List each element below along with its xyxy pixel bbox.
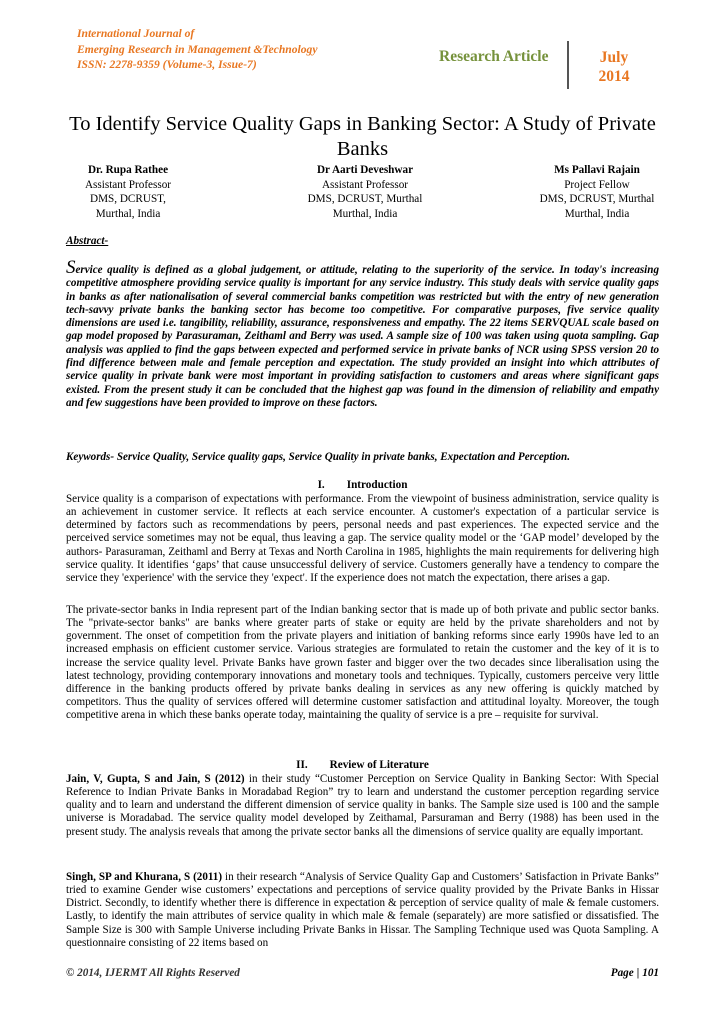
page-separator: | <box>636 967 640 979</box>
review-paragraph <box>66 871 659 950</box>
intro-paragraph: Service quality is a comparison of expectations with performance. From the viewpoint of business administration, service quality is an achievement in customer service. It reflects at each service encounter. A customer's expectation of a particular service is determined by factors such as recommendations by peers, personal needs and past experiences. The expected service and the perceived service sometimes may not be equal, thus leaving a gap. The service quality model or the ‘GAP model’ developed by the authors- Parasuraman, Zeithaml and Berry at Texas and North Carolina in 1985, highlights the main requirements for delivering high service quality. It identifies ‘gaps’ that cause unsuccessful delivery of service. Customers generally have a tendency to compare the service they 'experience' with the service they 'expect'. If the experience does not match the expectation, there arises a gap. <box>66 493 659 584</box>
section-heading-review <box>66 759 659 771</box>
author-location: Murthal, India <box>332 207 398 220</box>
journal-name-line1: International Journal of <box>77 27 195 40</box>
section-number: II. <box>296 759 308 771</box>
review-text: in their study “Customer Perception on Service Quality in Banking Sector: With Special Reference to Indian Private Banks in Moradabad Region” try to learn and understand the customer perception regarding service quality and to learn and understand the different dimension of service quality in banks. The Sample size used is 100 and the sample universe is Moradabad. The service quality model developed by Zeithamal, Parsuraman and Berry (1988) has been used in the present study. The analysis reveals that among the private sector banks all the dimensions of service quality are equally important. <box>66 773 660 838</box>
author-name: Dr. Rupa Rathee <box>87 164 169 176</box>
author-name: Dr Aarti Deveshwar <box>316 164 414 176</box>
header-divider <box>567 41 569 89</box>
article-type: Research Article <box>439 48 549 65</box>
journal-issn: ISSN: 2278-9359 (Volume-3, Issue-7) <box>77 58 257 71</box>
citation-lead: Jain, V, Gupta, S and Jain, S (2012) <box>66 773 245 785</box>
journal-header <box>77 26 397 73</box>
author-affiliation: DMS, DCRUST, Murthal <box>539 193 655 206</box>
author-name: Ms Pallavi Rajain <box>554 164 640 176</box>
section-title: Introduction <box>346 479 408 491</box>
author-position: Assistant Professor <box>321 178 409 191</box>
author-position: Assistant Professor <box>84 178 172 191</box>
keywords: Keywords- Service Quality, Service quality gaps, Service Quality in private banks, Expectation and Perception. <box>66 451 571 463</box>
author-location: Murthal, India <box>95 207 161 220</box>
review-paragraph <box>66 773 659 839</box>
page-number <box>611 967 659 979</box>
intro-paragraph: The private-sector banks in India represent part of the Indian banking sector that is made up of both private and public sector banks. The "private-sector banks" are banks where greater parts of stake or equity are held by the private shareholders and not by government. The onset of competition from the private players and initiation of banking reforms since early 1990s have led to an increased emphasis on efficient customer service. Various strategies are formulated to retain the customer and the key of it is to increase the service quality level. Private Banks have grown faster and bigger over the two decades since liberalisation using the latest technology, providing contemporary innovations and monetary tools and techniques. Typically, customers perceive very little difference in the banking products offered by private banks dealing in services as any new offering is quickly matched by competitors. Thus the quality of services offered will determine customer satisfaction and attitudinal loyalty. Moreover, the tough competitive arena in which these banks operate today, maintaining the quality of service is a pre – requisite for survival. <box>66 604 659 722</box>
issue-year: 2014 <box>598 68 630 85</box>
author-position: Project Fellow <box>564 178 630 191</box>
abstract-body <box>66 257 659 410</box>
copyright: © 2014, IJERMT All Rights Reserved <box>66 967 240 979</box>
section-heading-introduction <box>66 479 659 491</box>
page-label: Page <box>610 967 634 979</box>
abstract-text: ervice quality is defined as a global judgement, or attitude, relating to the superiority of the service. In today's increasing competitive atmosphere providing service quality is important for any service industry. This study deals with service quality gaps in banks as after nationalisation of several commercial banks competition was restricted but with the entry of new generation tech-savvy private banks the banking sector has become too competitive. For comparative purposes, five service quality dimensions are used i.e. tangibility, reliability, assurance, responsiveness and empathy. The 22 items SERVQUAL scale based on gap model proposed by Parasuraman, Zeithaml and Berry was used. A sample size of 100 was taken using quota sampling. Gap analysis was applied to find the gaps between expected and performed service in private banks of NCR using SPSS version 20 to find difference between male and female perception and expectation. The study provided an insight into which attributes of service quality in private bank were most important in providing satisfaction to customers and areas where significant gaps existed. From the present study it can be concluded that the highest gap was found in the dimension of reliability and empathy and few suggestions have been provided to improve on these factors. <box>66 264 659 409</box>
section-number: I. <box>317 479 325 491</box>
author-affiliation: DMS, DCRUST, Murthal <box>307 193 423 206</box>
author-block <box>28 163 228 221</box>
author-location: Murthal, India <box>564 207 630 220</box>
journal-name-line2: Emerging Research in Management &Technology <box>77 42 318 56</box>
review-text: in their research “Analysis of Service Quality Gap and Customers’ Satisfaction in Private Banks” tried to examine Gender wise customers’ expectations and perceptions of service quality provided by the Private Banks in Hissar District. Secondly, to identify whether there is difference in expectation & perception of service quality of male & female customers. Lastly, to identify the main attributes of service quality in which male & female (separately) are more satisfied or dissatisfied. The Sample Size is 300 with Sample Universe including Private Banks in Hissar. The Sampling Technique used was Quota Sampling. A questionnaire consisting of 22 items based on <box>66 871 659 949</box>
author-block <box>497 163 697 221</box>
issue-date <box>573 48 655 86</box>
section-title: Review of Literature <box>329 759 429 771</box>
page-number-value: 101 <box>642 967 659 979</box>
issue-month: July <box>599 49 629 66</box>
paper-title: To Identify Service Quality Gaps in Banking Sector: A Study of Private Banks <box>69 113 656 160</box>
abstract-label: Abstract- <box>66 235 109 247</box>
citation-lead: Singh, SP and Khurana, S (2011) <box>66 871 223 883</box>
abstract-dropcap: S <box>66 257 76 278</box>
author-block <box>265 163 465 221</box>
author-affiliation: DMS, DCRUST, <box>90 193 166 206</box>
